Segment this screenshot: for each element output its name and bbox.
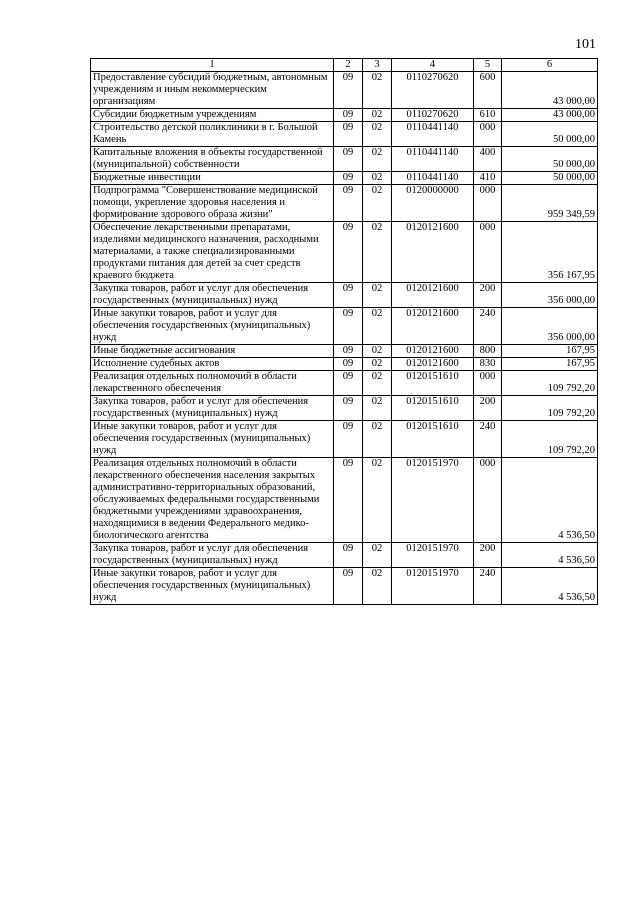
- header-row: [91, 59, 598, 72]
- expense-type-cell: 830: [474, 358, 502, 371]
- target-article-cell: 0120151970: [392, 568, 474, 605]
- header-col-3: 3: [363, 59, 392, 72]
- table-row: [91, 283, 598, 308]
- expense-type-cell: 000: [474, 122, 502, 147]
- expense-type-cell: 240: [474, 421, 502, 458]
- amount-cell: 356 000,00: [502, 283, 598, 308]
- expense-type-cell: 800: [474, 345, 502, 358]
- section-code-cell: 09: [334, 308, 363, 345]
- section-code-cell: 09: [334, 185, 363, 222]
- target-article-cell: 0120121600: [392, 222, 474, 283]
- row-name-cell: Закупка товаров, работ и услуг для обеспечения государственных (муниципальных) нужд: [91, 396, 334, 421]
- target-article-cell: 0120121600: [392, 345, 474, 358]
- section-code-cell: 09: [334, 568, 363, 605]
- expense-type-cell: 400: [474, 147, 502, 172]
- header-col-6: 6: [502, 59, 598, 72]
- row-name-cell: Иные закупки товаров, работ и услуг для обеспечения государственных (муниципальных) нужд: [91, 568, 334, 605]
- row-name-cell: Реализация отдельных полномочий в области лекарственного обеспечения: [91, 371, 334, 396]
- section-code-cell: 09: [334, 421, 363, 458]
- expense-type-cell: 000: [474, 222, 502, 283]
- subsection-code-cell: 02: [363, 421, 392, 458]
- table-row: [91, 222, 598, 283]
- subsection-code-cell: 02: [363, 358, 392, 371]
- target-article-cell: 0110441140: [392, 172, 474, 185]
- table-row: [91, 421, 598, 458]
- row-name-cell: Капитальные вложения в объекты государственной (муниципальной) собственности: [91, 147, 334, 172]
- row-name-cell: Иные бюджетные ассигнования: [91, 345, 334, 358]
- section-code-cell: 09: [334, 543, 363, 568]
- expense-type-cell: 200: [474, 283, 502, 308]
- page-number: 101: [575, 37, 596, 52]
- target-article-cell: 0110270620: [392, 72, 474, 109]
- section-code-cell: 09: [334, 72, 363, 109]
- row-name-cell: Предоставление субсидий бюджетным, автономным учреждениям и иным некоммерческим организациям: [91, 72, 334, 109]
- target-article-cell: 0120121600: [392, 358, 474, 371]
- target-article-cell: 0110441140: [392, 122, 474, 147]
- row-name-cell: Обеспечение лекарственными препаратами, изделиями медицинского назначения, расходными материалами, а также специализированными продуктами питания для детей за счет средств краевого бюджета: [91, 222, 334, 283]
- target-article-cell: 0120121600: [392, 283, 474, 308]
- section-code-cell: 09: [334, 458, 363, 543]
- header-col-5: 5: [474, 59, 502, 72]
- expense-type-cell: 200: [474, 396, 502, 421]
- amount-cell: 167,95: [502, 345, 598, 358]
- subsection-code-cell: 02: [363, 568, 392, 605]
- target-article-cell: 0120121600: [392, 308, 474, 345]
- amount-cell: 356 000,00: [502, 308, 598, 345]
- amount-cell: 4 536,50: [502, 568, 598, 605]
- section-code-cell: 09: [334, 345, 363, 358]
- table-row: [91, 308, 598, 345]
- amount-cell: 356 167,95: [502, 222, 598, 283]
- subsection-code-cell: 02: [363, 72, 392, 109]
- table-row: [91, 122, 598, 147]
- subsection-code-cell: 02: [363, 222, 392, 283]
- target-article-cell: 0110441140: [392, 147, 474, 172]
- header-col-2: 2: [334, 59, 363, 72]
- row-name-cell: Реализация отдельных полномочий в области лекарственного обеспечения населения закрытых административно-территориальных образований, обслуживаемых федеральными государственными бюджетными учреждениями здравоохранения, находящимися в ведении Федерального медико-биологического агентства: [91, 458, 334, 543]
- row-name-cell: Бюджетные инвестиции: [91, 172, 334, 185]
- section-code-cell: 09: [334, 283, 363, 308]
- subsection-code-cell: 02: [363, 345, 392, 358]
- section-code-cell: 09: [334, 371, 363, 396]
- row-name-cell: Закупка товаров, работ и услуг для обеспечения государственных (муниципальных) нужд: [91, 283, 334, 308]
- subsection-code-cell: 02: [363, 371, 392, 396]
- target-article-cell: 0120151610: [392, 396, 474, 421]
- amount-cell: 959 349,59: [502, 185, 598, 222]
- amount-cell: 109 792,20: [502, 371, 598, 396]
- subsection-code-cell: 02: [363, 396, 392, 421]
- expense-type-cell: 410: [474, 172, 502, 185]
- expense-type-cell: 610: [474, 109, 502, 122]
- expense-type-cell: 600: [474, 72, 502, 109]
- section-code-cell: 09: [334, 396, 363, 421]
- target-article-cell: 0120151970: [392, 543, 474, 568]
- table-row: [91, 358, 598, 371]
- expense-type-cell: 240: [474, 308, 502, 345]
- table-row: [91, 109, 598, 122]
- expense-type-cell: 000: [474, 458, 502, 543]
- amount-cell: 43 000,00: [502, 109, 598, 122]
- budget-table: [90, 58, 598, 605]
- table-row: [91, 371, 598, 396]
- section-code-cell: 09: [334, 358, 363, 371]
- header-col-4: 4: [392, 59, 474, 72]
- row-name-cell: Субсидии бюджетным учреждениям: [91, 109, 334, 122]
- section-code-cell: 09: [334, 172, 363, 185]
- amount-cell: 4 536,50: [502, 543, 598, 568]
- subsection-code-cell: 02: [363, 308, 392, 345]
- header-col-1: 1: [91, 59, 334, 72]
- table-row: [91, 396, 598, 421]
- row-name-cell: Иные закупки товаров, работ и услуг для обеспечения государственных (муниципальных) нужд: [91, 421, 334, 458]
- table-body: [91, 72, 598, 605]
- subsection-code-cell: 02: [363, 122, 392, 147]
- target-article-cell: 0120000000: [392, 185, 474, 222]
- table-row: [91, 543, 598, 568]
- target-article-cell: 0110270620: [392, 109, 474, 122]
- table-row: [91, 172, 598, 185]
- section-code-cell: 09: [334, 147, 363, 172]
- table-row: [91, 185, 598, 222]
- expense-type-cell: 000: [474, 185, 502, 222]
- row-name-cell: Иные закупки товаров, работ и услуг для обеспечения государственных (муниципальных) нужд: [91, 308, 334, 345]
- subsection-code-cell: 02: [363, 109, 392, 122]
- amount-cell: 109 792,20: [502, 421, 598, 458]
- section-code-cell: 09: [334, 122, 363, 147]
- subsection-code-cell: 02: [363, 543, 392, 568]
- amount-cell: 109 792,20: [502, 396, 598, 421]
- row-name-cell: Закупка товаров, работ и услуг для обеспечения государственных (муниципальных) нужд: [91, 543, 334, 568]
- expense-type-cell: 240: [474, 568, 502, 605]
- subsection-code-cell: 02: [363, 172, 392, 185]
- table-row: [91, 568, 598, 605]
- subsection-code-cell: 02: [363, 458, 392, 543]
- table-row: [91, 345, 598, 358]
- target-article-cell: 0120151610: [392, 371, 474, 396]
- amount-cell: 50 000,00: [502, 147, 598, 172]
- amount-cell: 50 000,00: [502, 122, 598, 147]
- row-name-cell: Исполнение судебных актов: [91, 358, 334, 371]
- table-row: [91, 147, 598, 172]
- table-header: [91, 59, 598, 72]
- target-article-cell: 0120151610: [392, 421, 474, 458]
- amount-cell: 43 000,00: [502, 72, 598, 109]
- target-article-cell: 0120151970: [392, 458, 474, 543]
- expense-type-cell: 000: [474, 371, 502, 396]
- row-name-cell: Подпрограмма "Совершенствование медицинской помощи, укрепление здоровья населения и формирование здорового образа жизни": [91, 185, 334, 222]
- row-name-cell: Строительство детской поликлиники в г. Большой Камень: [91, 122, 334, 147]
- subsection-code-cell: 02: [363, 185, 392, 222]
- section-code-cell: 09: [334, 109, 363, 122]
- subsection-code-cell: 02: [363, 283, 392, 308]
- table-row: [91, 458, 598, 543]
- amount-cell: 50 000,00: [502, 172, 598, 185]
- section-code-cell: 09: [334, 222, 363, 283]
- amount-cell: 167,95: [502, 358, 598, 371]
- table-row: [91, 72, 598, 109]
- expense-type-cell: 200: [474, 543, 502, 568]
- subsection-code-cell: 02: [363, 147, 392, 172]
- amount-cell: 4 536,50: [502, 458, 598, 543]
